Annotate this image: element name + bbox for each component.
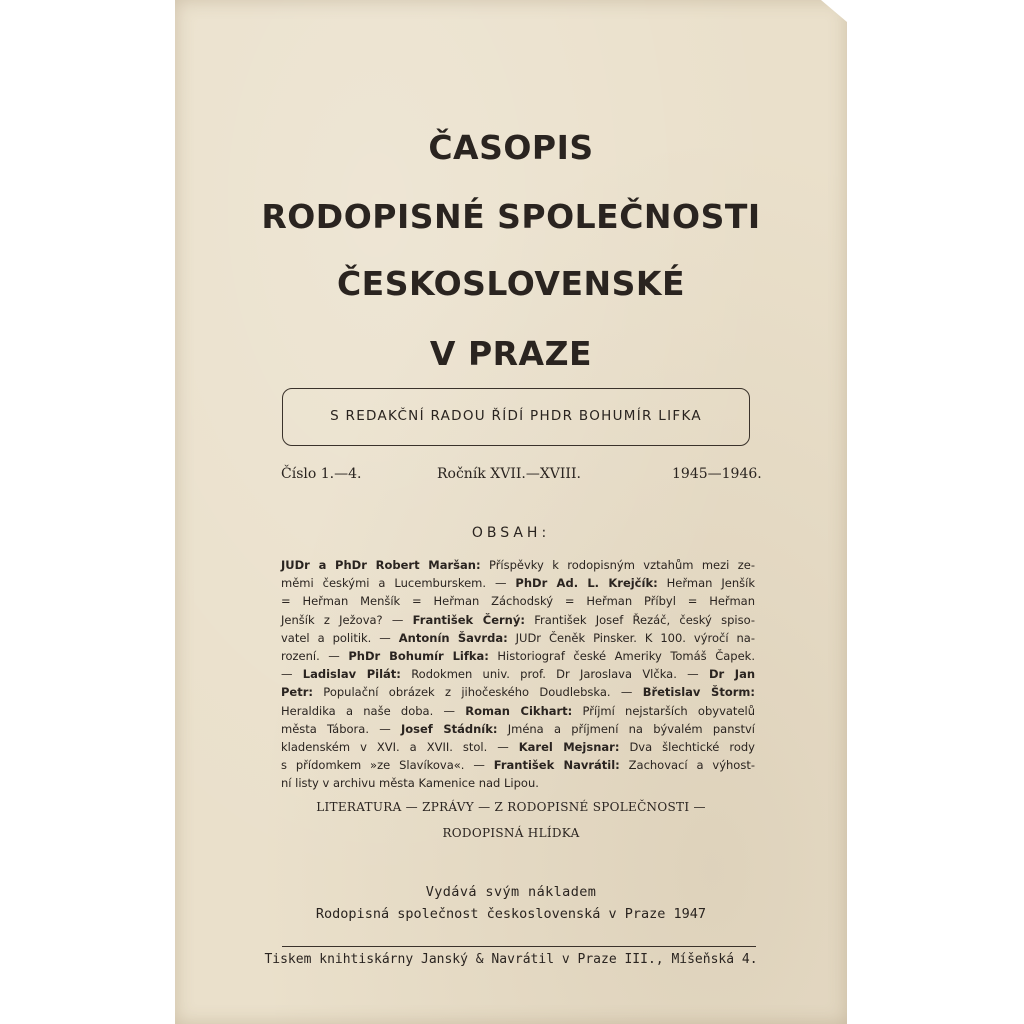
contents-author: Břetislav Štorm: (642, 685, 755, 700)
divider-rule (282, 946, 756, 947)
contents-text: = Heřman Menšík = Heřman Záchodský = Heřman Příbyl = Heřman (281, 594, 755, 609)
issue-volume: Ročník XVII.—XVIII. (437, 466, 581, 482)
contents-line (281, 556, 755, 574)
contents-author: Josef Stádník: (400, 721, 498, 736)
contents-text: Heraldika a naše doba. — (281, 703, 466, 718)
contents-text: Příjmí nejstarších obyvatelů (572, 703, 755, 718)
contents-author: Karel Mejsnar: (518, 740, 620, 754)
contents-line (281, 756, 755, 774)
contents-text: ní listy v archivu města Kamenice nad Lipou. (281, 776, 539, 791)
contents-text: Jenšík z Ježova? — (281, 612, 413, 627)
contents-author: František Černý: (412, 612, 525, 627)
editor-credit: S REDAKČNÍ RADOU ŘÍDÍ PHDR BOHUMÍR LIFKA (330, 408, 702, 424)
contents-text: Zachovací a výhost- (619, 758, 755, 773)
contents-text: měmi českými a Lucemburskem. — (281, 576, 516, 591)
contents-text: s přídomkem »ze Slavíkova«. — (281, 758, 494, 773)
publisher-line-2: Rodopisná společnost československá v Praze 1947 (315, 906, 707, 922)
contents-author: Petr: (281, 685, 313, 700)
contents-author: Antonín Šavrda: (398, 630, 508, 645)
issue-number: Číslo 1.—4. (281, 466, 362, 482)
contents-text: kladenském v XVI. a XVII. stol. — (281, 740, 519, 754)
torn-corner (821, 0, 847, 22)
printer-credit: Tiskem knihtiskárny Janský & Navrátil v Praze III., Míšeňská 4. (264, 952, 758, 967)
title-line-2: RODOPISNÉ SPOLEČNOSTI (261, 197, 761, 236)
contents-text: rození. — (281, 649, 349, 663)
contents-text: Jména a příjmení na bývalém panství (497, 721, 755, 736)
contents-author: Roman Cikhart: (465, 703, 573, 718)
contents-line (281, 738, 755, 756)
contents-author: JUDr a PhDr Robert Maršan: (281, 558, 481, 572)
contents-text: Heřman Jenšík (657, 576, 755, 591)
contents-line (281, 574, 755, 592)
contents-line (281, 720, 755, 738)
contents-line (281, 647, 755, 665)
title-line-3: ČESKOSLOVENSKÉ (336, 264, 686, 303)
contents-line (281, 683, 755, 701)
sections-line-2: RODOPISNÁ HLÍDKA (442, 826, 580, 840)
contents-line (281, 774, 755, 792)
journal-cover (175, 0, 847, 1024)
contents-line (281, 665, 755, 683)
contents-text: města Tábora. — (281, 721, 401, 736)
sections-line-1: LITERATURA — ZPRÁVY — Z RODOPISNÉ SPOLEČNOSTI — (316, 800, 706, 814)
contents-author: Ladislav Pilát: (302, 667, 401, 682)
contents-heading: OBSAH: (471, 525, 551, 541)
contents-text: Příspěvky k rodopisným vztahům mezi ze- (480, 558, 755, 572)
contents-text: — (281, 667, 303, 682)
contents-line (281, 629, 755, 647)
contents-text: Historiograf české Ameriky Tomáš Čapek. (488, 649, 755, 663)
contents-line (281, 611, 755, 629)
contents-text: Dva šlechtické rody (619, 740, 755, 754)
title-line-1: ČASOPIS (428, 128, 594, 167)
contents-author: PhDr Bohumír Lifka: (348, 649, 489, 663)
contents-text: Populační obrázek z jihočeského Doudlebska. — (313, 685, 643, 700)
contents-text: František Josef Řezáč, český spiso- (524, 612, 755, 627)
contents-text: JUDr Čeněk Pinsker. K 100. výročí na- (507, 630, 756, 645)
contents-author: František Navrátil: (493, 758, 620, 773)
contents-author: PhDr Ad. L. Krejčík: (515, 576, 658, 591)
contents-line (281, 702, 755, 720)
issue-years: 1945—1946. (672, 466, 762, 482)
contents-author: Dr Jan (708, 667, 756, 682)
contents-text: vatel a politik. — (281, 630, 399, 645)
contents-line (281, 592, 755, 610)
contents-text: Rodokmen univ. prof. Dr Jaroslava Vlčka. — (400, 667, 709, 682)
publisher-line-1: Vydává svým nákladem (425, 884, 597, 900)
title-line-4: V PRAZE (429, 334, 593, 373)
